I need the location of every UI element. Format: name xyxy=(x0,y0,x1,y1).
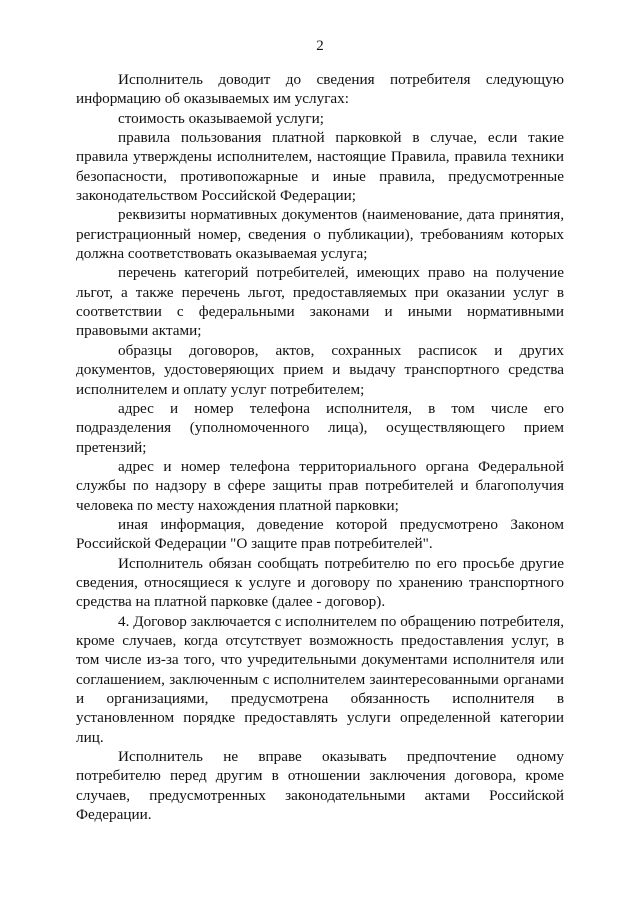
paragraph-info-intro: Исполнитель доводит до сведения потребителя следующую информацию об оказываемых им услугах: xyxy=(76,71,564,108)
document-body xyxy=(76,70,564,824)
paragraph-service-cost: стоимость оказываемой услуги; xyxy=(118,109,324,127)
paragraph-additional-info: Исполнитель обязан сообщать потребителю по его просьбе другие сведения, относящиеся к услуге и договору по хранению транспортного средства на платной парковке (далее - договор). xyxy=(76,554,564,611)
page-number: 2 xyxy=(316,38,324,54)
paragraph-no-preference: Исполнитель не вправе оказывать предпочтение одному потребителю перед другим в отношении заключения договора, кроме случаев, предусмотренных законодательными актами Российской Федерации. xyxy=(76,748,564,824)
paragraph-normative-documents: реквизиты нормативных документов (наименование, дата принятия, регистрационный номер, сведения о публикации), требованиям которых должна соответствовать оказываемая услуга; xyxy=(76,206,564,263)
paragraph-parking-rules: правила пользования платной парковкой в случае, если такие правила утверждены исполнителем, настоящие Правила, правила техники безопасности, противопожарные и иные правила, предусмотренные законодательством Российской Федерации; xyxy=(76,129,564,205)
paragraph-executor-address: адрес и номер телефона исполнителя, в том числе его подразделения (уполномоченного лица), осуществляющего прием претензий; xyxy=(76,399,564,456)
paragraph-other-information: иная информация, доведение которой предусмотрено Законом Российской Федерации "О защите прав потребителей". xyxy=(76,515,564,553)
paragraph-contract-conclusion: 4. Договор заключается с исполнителем по обращению потребителя, кроме случаев, когда отсутствует возможность предоставления услуг, в том числе из-за того, что учредительными документами исполнителя или соглашением, заключенным с исполнителем заинтересованными органами и организациями, предусмотрена обязанность исполнителя в установленном порядке предоставлять услуги определенной категории лиц. xyxy=(76,612,564,746)
paragraph-supervisory-authority: адрес и номер телефона территориального органа Федеральной службы по надзору в сфере защиты прав потребителей и благополучия человека по месту нахождения платной парковки; xyxy=(76,457,564,514)
paragraph-contract-samples: образцы договоров, актов, сохранных расписок и других документов, удостоверяющих прием и выдачу транспортного средства исполнителем и оплату услуг потребителем; xyxy=(76,341,564,398)
paragraph-benefit-categories: перечень категорий потребителей, имеющих право на получение льгот, а также перечень льгот, предоставляемых при оказании услуг в соответствии с федеральными законами и иными нормативными правовыми актами; xyxy=(76,264,564,340)
